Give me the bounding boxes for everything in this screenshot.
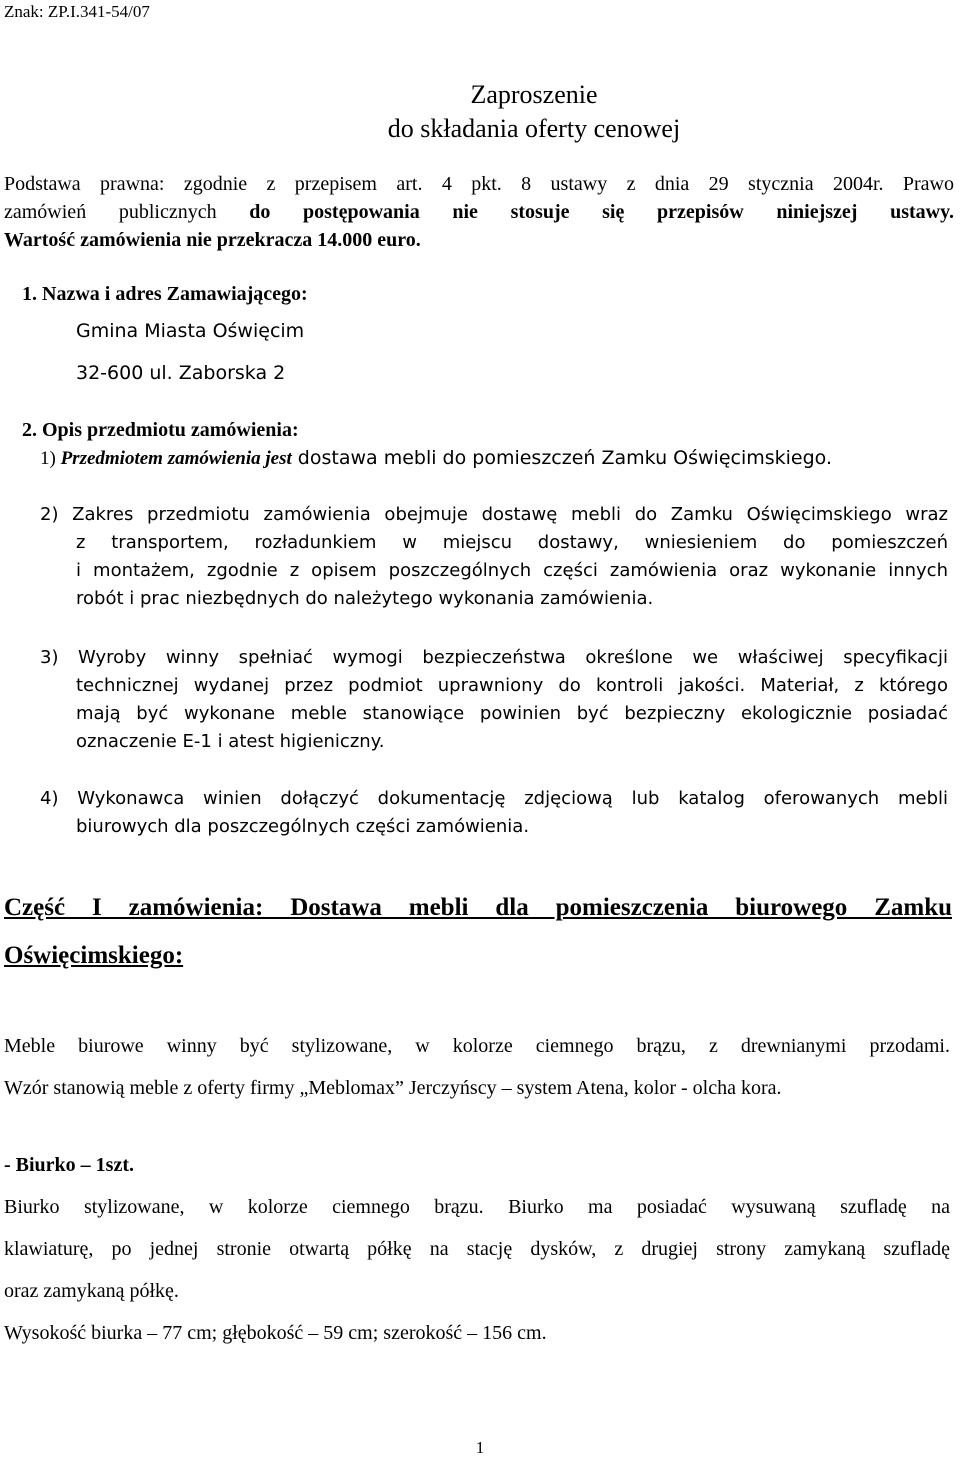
legal-basis — [4, 170, 954, 254]
legal-basis-line: zamówień publicznych do postępowania nie stosuje się przepisów niniejszej ustawy. — [4, 201, 954, 223]
desk-description: Biurko stylizowane, w kolorze ciemnego brązu. Biurko ma posiadać wysuwaną szufladę na klawiaturę, po jednej stronie otwartą półkę na stację dysków, z drugiej strony zamykaną szufladę oraz zamykaną półkę. — [4, 1196, 950, 1302]
page-subtitle: do składania oferty cenowej — [387, 114, 681, 143]
page-title: Zaproszenie — [470, 80, 598, 109]
legal-basis-line: Podstawa prawna: zgodnie z przepisem art. 4 pkt. 8 ustawy z dnia 29 stycznia 2004r. Prawo — [4, 173, 954, 195]
page-number: 1 — [475, 1438, 485, 1457]
part-1-heading: Część I zamówienia: Dostawa mebli dla pomieszczenia biurowego Zamku Oświęcimskiego: — [4, 894, 952, 969]
part-1-description: Meble biurowe winny być stylizowane, w kolorze ciemnego brązu, z drewnianymi przodami. Wzór stanowią meble z oferty firmy „Meblomax” Jerczyńscy – system Atena, kolor - olcha kora. — [4, 1035, 950, 1099]
buyer-address: 32-600 ul. Zaborska 2 — [76, 362, 286, 384]
section-1-heading: 1. Nazwa i adres Zamawiającego: — [22, 283, 308, 305]
desk-heading: - Biurko – 1szt. — [4, 1154, 134, 1176]
document-sign: Znak: ZP.I.341-54/07 — [4, 2, 150, 21]
item-3: 3) Wyroby winny spełniać wymogi bezpieczeństwa określone we właściwej specyfikacji technicznej wydanej przez podmiot uprawniony do kontroli jakości. Materiał, z którego mają być wykonane meble stanowiące powinien być bezpieczny ekologicznie posiadać oznaczenie E-1 i atest higieniczny. — [40, 647, 948, 752]
desk-dimensions: Wysokość biurka – 77 cm; głębokość – 59 cm; szerokość – 156 cm. — [4, 1322, 547, 1344]
section-2-heading: 2. Opis przedmiotu zamówienia: — [22, 419, 299, 441]
value-threshold: Wartość zamówienia nie przekracza 14.000 euro. — [4, 229, 421, 251]
item-2: 2) Zakres przedmiotu zamówienia obejmuje dostawę mebli do Zamku Oświęcimskiego wraz z transportem, rozładunkiem w miejscu dostawy, wniesieniem do pomieszczeń i montażem, zgodnie z opisem poszczególnych części zamówienia oraz wykonanie innych robót i prac niezbędnych do należytego wykonania zamówienia. — [40, 504, 948, 609]
buyer-name: Gmina Miasta Oświęcim — [76, 320, 305, 342]
item-4: 4) Wykonawca winien dołączyć dokumentację zdjęciową lub katalog oferowanych mebli biurowych dla poszczególnych części zamówienia. — [40, 788, 948, 837]
item-1: 1) Przedmiotem zamówienia jest dostawa mebli do pomieszczeń Zamku Oświęcimskiego. — [40, 447, 833, 469]
